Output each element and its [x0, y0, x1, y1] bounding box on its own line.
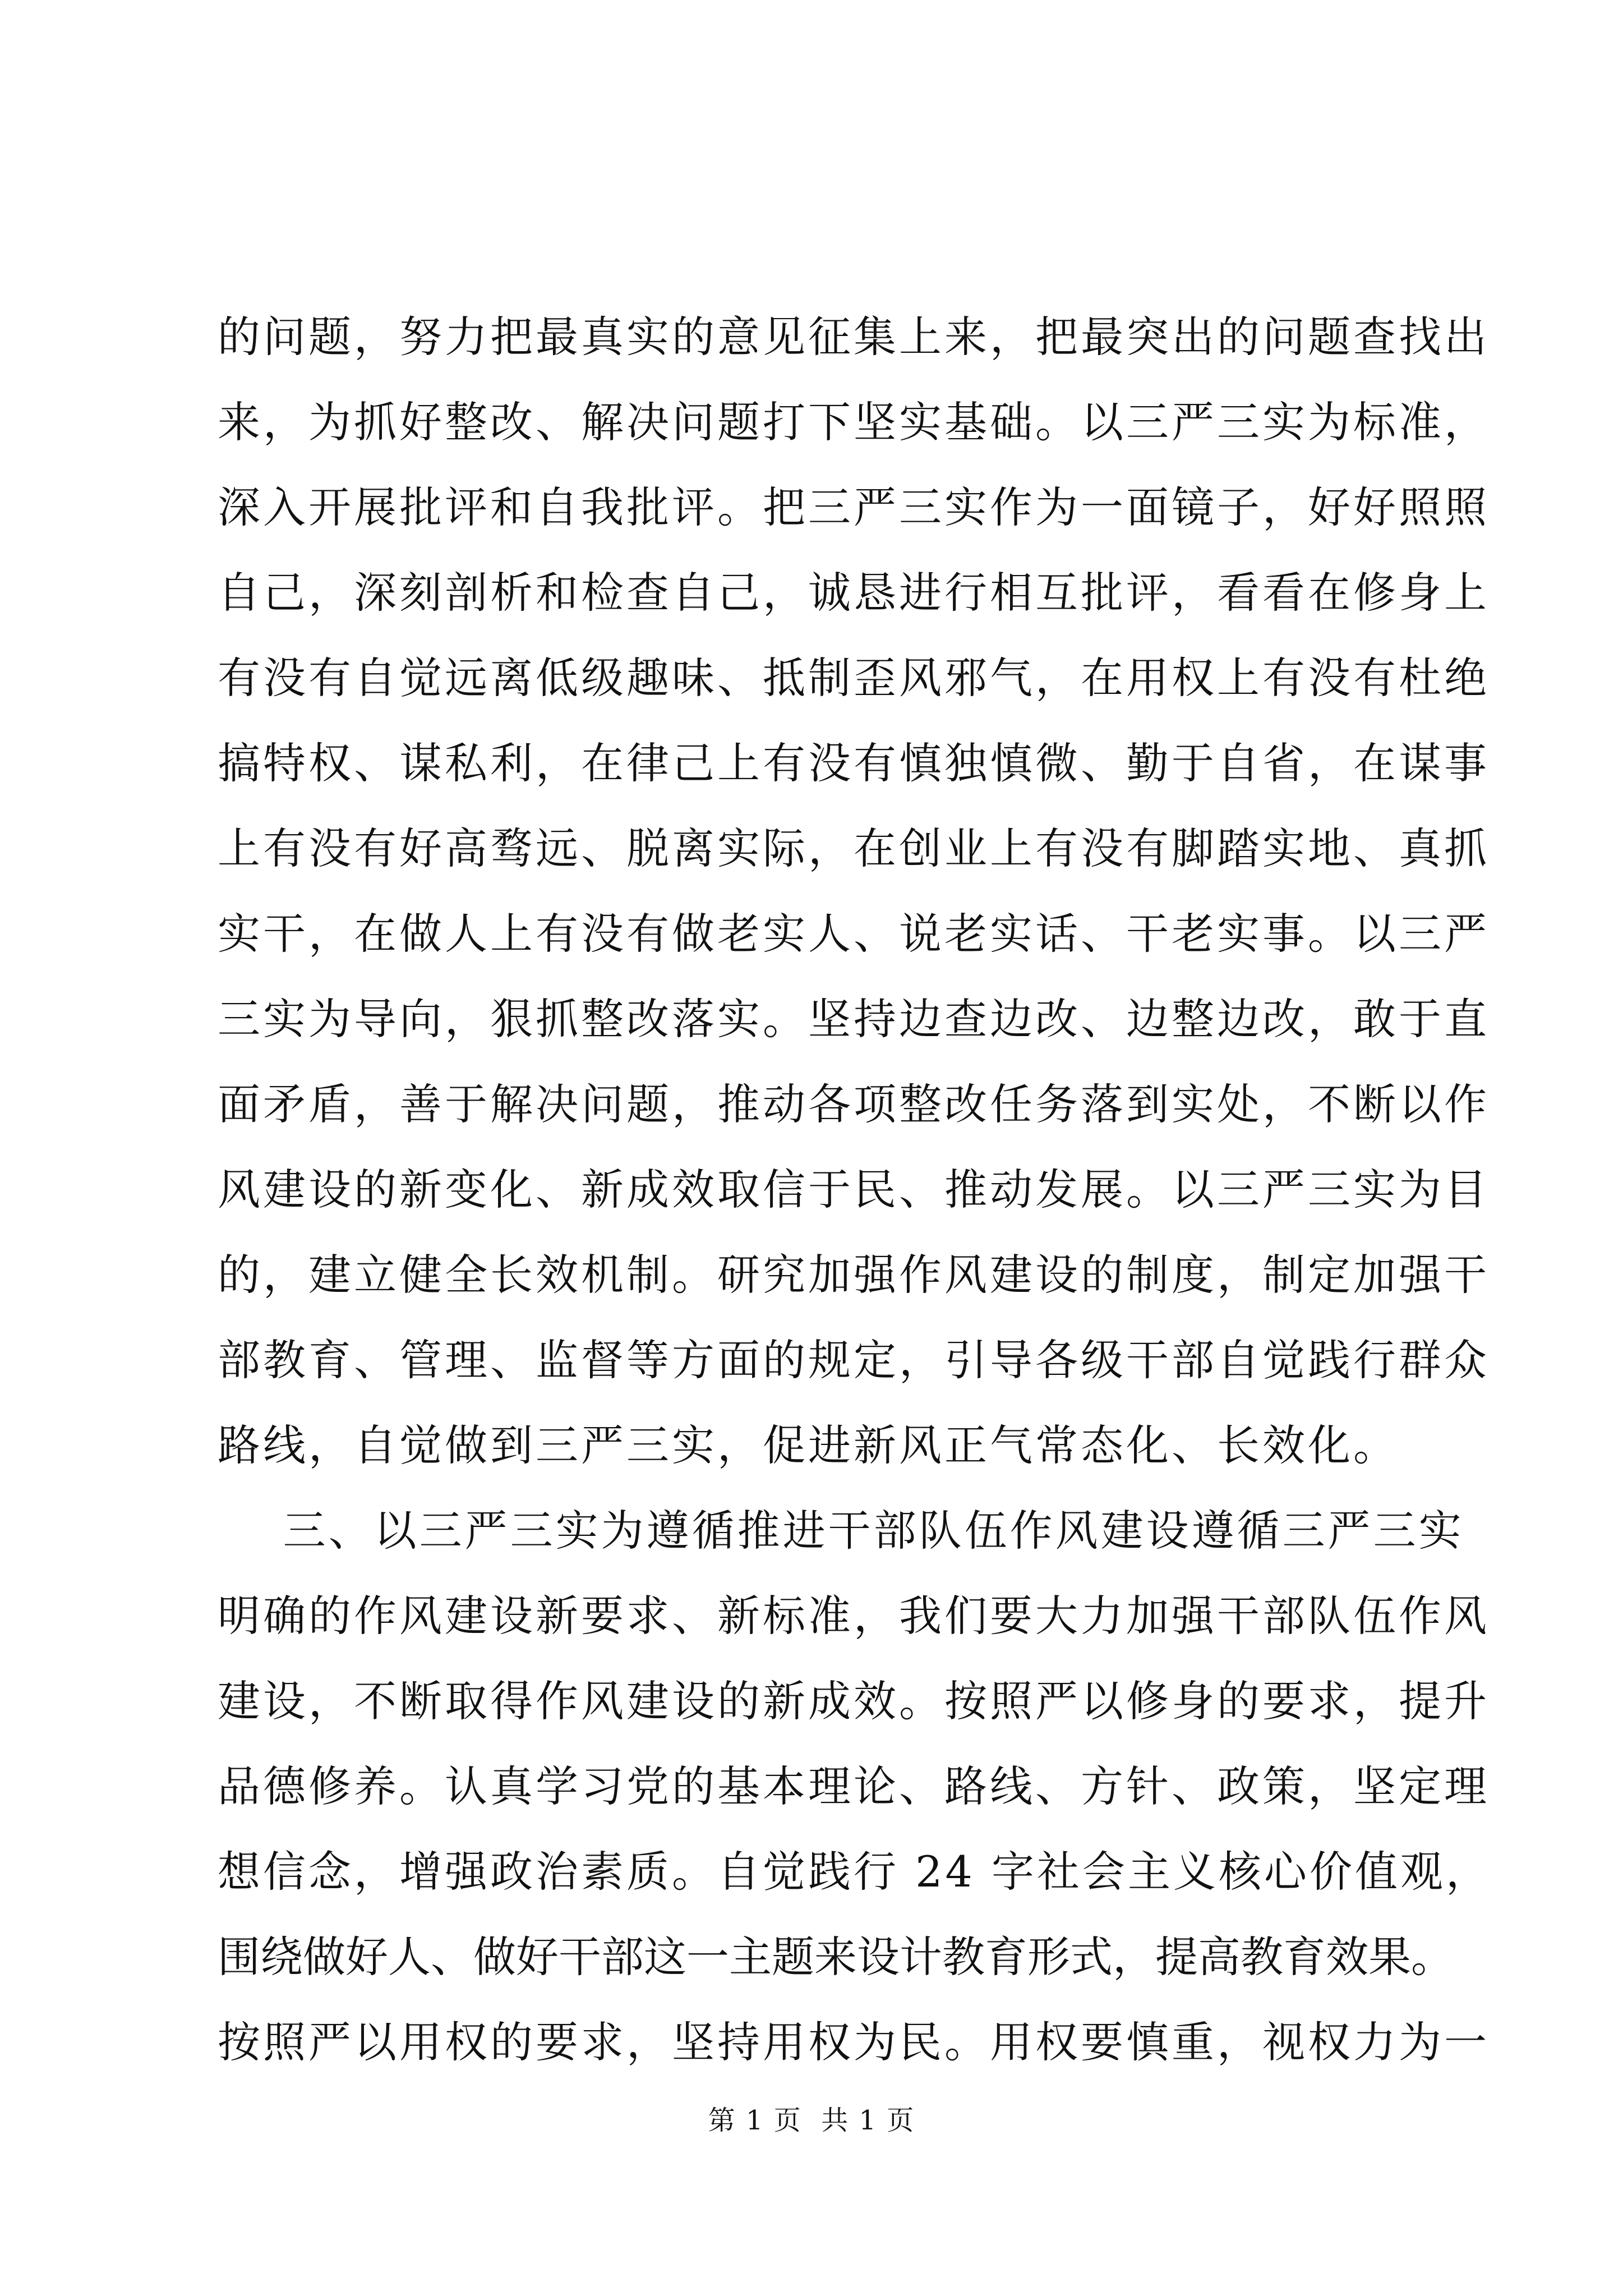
text-line: 的，建立健全长效机制。研究加强作风建设的制度，制定加强干	[218, 1250, 1490, 1300]
text-line: 自己，深刻剖析和检查自己，诚恳进行相互批评，看看在修身上	[218, 568, 1490, 618]
text-line: 深入开展批评和自我批评。把三严三实作为一面镜子，好好照照	[218, 482, 1490, 532]
text-line: 来，为抓好整改、解决问题打下坚实基础。以三严三实为标准，	[218, 397, 1490, 447]
page-number-label: 第 1 页 共 1 页	[708, 2105, 915, 2136]
page-footer	[0, 2101, 1623, 2140]
text-line: 路线，自觉做到三严三实，促进新风正气常态化、长效化。	[218, 1420, 1399, 1470]
text-line: 建设，不断取得作风建设的新成效。按照严以修身的要求，提升	[218, 1676, 1490, 1726]
text-line: 实干，在做人上有没有做老实人、说老实话、干老实事。以三严	[218, 909, 1490, 959]
text-line: 有没有自觉远离低级趣味、抵制歪风邪气，在用权上有没有杜绝	[218, 653, 1490, 703]
text-line: 想信念，增强政治素质。自觉践行 24 字社会主义核心价值观，	[218, 1847, 1492, 1897]
text-line: 明确的作风建设新要求、新标准，我们要大力加强干部队伍作风	[218, 1591, 1490, 1641]
body-text	[218, 295, 1492, 2085]
text-line: 上有没有好高骛远、脱离实际，在创业上有没有脚踏实地、真抓	[218, 823, 1490, 873]
text-line: 围绕做好人、做好干部这一主题来设计教育形式，提高教育效果。	[218, 1932, 1454, 1982]
text-line: 部教育、管理、监督等方面的规定，引导各级干部自觉践行群众	[218, 1335, 1490, 1385]
text-line: 风建设的新变化、新成效取信于民、推动发展。以三严三实为目	[218, 1165, 1490, 1214]
text-line: 品德修养。认真学习党的基本理论、路线、方针、政策，坚定理	[218, 1761, 1490, 1811]
text-line: 面矛盾，善于解决问题，推动各项整改任务落到实处，不断以作	[218, 1079, 1490, 1129]
text-line: 三实为导向，狠抓整改落实。坚持边查边改、边整边改，敢于直	[218, 994, 1490, 1044]
text-line: 搞特权、谋私利，在律己上有没有慎独慎微、勤于自省，在谋事	[218, 738, 1490, 788]
text-line: 三、以三严三实为遵循推进干部队伍作风建设遵循三严三实	[218, 1506, 1464, 1556]
text-line: 的问题，努力把最真实的意见征集上来，把最突出的问题查找出	[218, 312, 1490, 362]
text-line: 按照严以用权的要求，坚持用权为民。用权要慎重，视权力为一	[218, 2017, 1490, 2067]
